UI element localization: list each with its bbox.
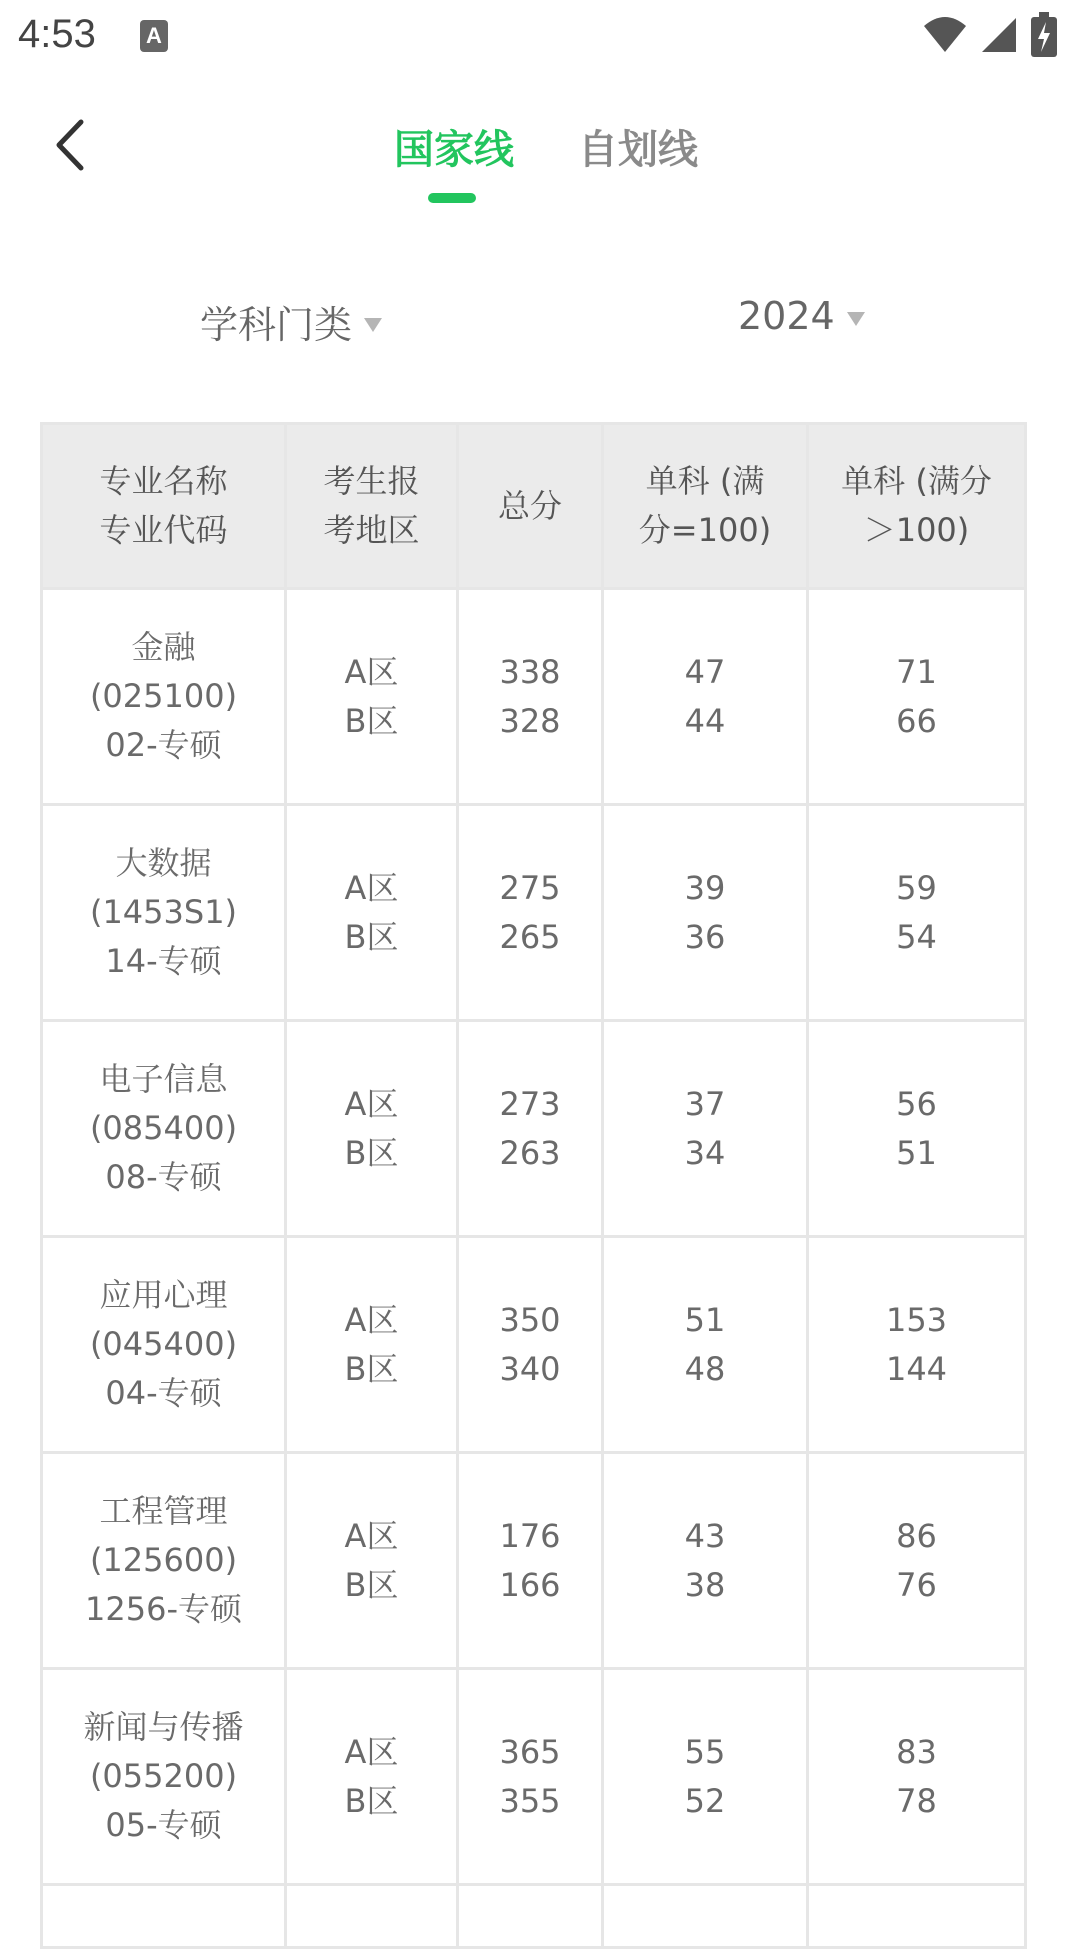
header-single-over-100-line2: ＞100): [863, 511, 970, 549]
major-cell-line: (055200): [89, 1757, 238, 1795]
region-cell-line: A区: [344, 1084, 399, 1123]
header-major-line2: 专业代码: [99, 511, 228, 549]
single-over-100-cell-line: 144: [885, 1349, 948, 1388]
major-cell: [42, 589, 286, 805]
single-100-cell-line: 36: [684, 917, 726, 956]
single-over-100-cell-line: 56: [896, 1084, 937, 1123]
region-cell: [286, 1021, 458, 1237]
total-score-cell: [458, 1669, 603, 1885]
single-100-cell-line: 55: [684, 1732, 726, 1771]
table-row[interactable]: [42, 589, 1026, 805]
caret-down-icon: [364, 318, 382, 332]
table-row[interactable]: [42, 1669, 1026, 1885]
major-cell-line: 14-专硕: [105, 942, 222, 980]
major-cell-line: (025100): [89, 677, 238, 715]
total-score-cell-line: 350: [499, 1300, 561, 1339]
single-100-cell: [603, 1669, 808, 1885]
year-filter-label: 2024: [738, 294, 835, 338]
single-over-100-cell-line: 54: [896, 917, 937, 956]
major-cell-line: 04-专硕: [105, 1374, 222, 1412]
header-total: 总分: [458, 424, 603, 589]
region-cell-line: A区: [344, 1732, 399, 1771]
total-score-cell: [458, 1021, 603, 1237]
total-score-cell: [458, 589, 603, 805]
tab-national-line[interactable]: 国家线: [394, 127, 514, 173]
major-cell-line: 金融: [131, 628, 196, 666]
total-score-cell-line: 338: [499, 652, 561, 691]
major-cell-line: 1256-专硕: [85, 1590, 242, 1628]
region-cell-line: B区: [344, 1133, 399, 1172]
table-header-row: [42, 424, 1026, 589]
single-100-cell: [603, 1237, 808, 1453]
region-cell: [286, 1237, 458, 1453]
header-major: [42, 424, 286, 589]
single-100-cell: [603, 805, 808, 1021]
header-region-line1: 考生报: [323, 462, 420, 500]
single-100-cell-line: 39: [684, 868, 726, 907]
single-100-cell-line: 37: [684, 1084, 726, 1123]
total-score-cell-line: 166: [499, 1565, 561, 1604]
single-100-cell-line: 47: [684, 652, 726, 691]
single-over-100-cell: [808, 1453, 1026, 1669]
total-score-cell: [458, 1453, 603, 1669]
total-score-cell-line: 340: [499, 1349, 561, 1388]
tab-self-line[interactable]: 自划线: [578, 127, 698, 173]
header-single-100-line2: 分=100): [638, 511, 772, 549]
category-filter-label: 学科门类: [200, 303, 353, 347]
region-cell: [286, 1669, 458, 1885]
total-score-cell-line: 176: [499, 1516, 561, 1555]
region-cell-line: A区: [344, 1516, 399, 1555]
single-over-100-cell-line: 51: [896, 1133, 937, 1172]
single-over-100-cell-line: 59: [896, 868, 937, 907]
table-cell: [603, 1885, 808, 1948]
major-cell: [42, 1669, 286, 1885]
region-cell: [286, 589, 458, 805]
status-time: 4:53: [18, 12, 96, 56]
header-single-over-100: [808, 424, 1026, 589]
region-cell-line: B区: [344, 1781, 399, 1820]
single-100-cell-line: 52: [684, 1781, 726, 1820]
region-cell-line: B区: [344, 701, 399, 740]
single-over-100-cell-line: 83: [896, 1732, 937, 1771]
back-button[interactable]: [40, 110, 100, 180]
notification-icon: A: [140, 20, 168, 52]
region-cell: [286, 805, 458, 1021]
total-score-cell-line: 328: [499, 701, 561, 740]
table-cell: [42, 1885, 286, 1948]
major-cell-line: 08-专硕: [105, 1158, 222, 1196]
major-cell: [42, 1021, 286, 1237]
single-over-100-cell: [808, 805, 1026, 1021]
single-over-100-cell: [808, 1237, 1026, 1453]
major-cell-line: (045400): [89, 1325, 238, 1363]
major-cell: [42, 1453, 286, 1669]
caret-down-icon: [847, 312, 865, 326]
single-over-100-cell-line: 66: [896, 701, 937, 740]
single-100-cell: [603, 1021, 808, 1237]
single-over-100-cell-line: 86: [896, 1516, 937, 1555]
single-over-100-cell-line: 78: [896, 1781, 937, 1820]
major-cell-line: 新闻与传播: [83, 1708, 244, 1746]
major-cell-line: 大数据: [115, 844, 212, 882]
major-cell-line: (085400): [89, 1109, 238, 1147]
major-cell-line: 05-专硕: [105, 1806, 222, 1844]
header-single-100-line1: 单科 (满: [645, 462, 765, 500]
total-score-cell-line: 273: [499, 1084, 561, 1123]
single-100-cell-line: 44: [684, 701, 726, 740]
table-row[interactable]: [42, 805, 1026, 1021]
total-score-cell-line: 355: [499, 1781, 561, 1820]
header-single-over-100-line1: 单科 (满分: [841, 462, 992, 500]
major-cell-line: (1453S1): [89, 893, 238, 931]
single-100-cell-line: 43: [684, 1516, 726, 1555]
major-cell-line: (125600): [89, 1541, 238, 1579]
region-cell-line: B区: [344, 1565, 399, 1604]
region-cell: [286, 1453, 458, 1669]
single-100-cell-line: 34: [684, 1133, 726, 1172]
status-bar: [0, 0, 1080, 74]
single-100-cell-line: 48: [684, 1349, 726, 1388]
total-score-cell-line: 265: [499, 917, 561, 956]
single-over-100-cell-line: 153: [885, 1300, 948, 1339]
header-single-100: [603, 424, 808, 589]
region-cell-line: B区: [344, 917, 399, 956]
total-score-cell-line: 365: [499, 1732, 561, 1771]
single-100-cell-line: 38: [684, 1565, 726, 1604]
total-score-cell: [458, 1237, 603, 1453]
header-major-line1: 专业名称: [99, 462, 228, 500]
major-cell-line: 工程管理: [99, 1492, 228, 1530]
header-region: [286, 424, 458, 589]
chevron-left-icon: [53, 118, 87, 172]
single-over-100-cell: [808, 589, 1026, 805]
major-cell-line: 02-专硕: [105, 726, 222, 764]
table-cell: [458, 1885, 603, 1948]
single-over-100-cell-line: 76: [896, 1565, 937, 1604]
single-over-100-cell: [808, 1021, 1026, 1237]
region-cell-line: A区: [344, 652, 399, 691]
header-region-line2: 考地区: [323, 511, 420, 549]
active-tab-indicator: [428, 193, 476, 203]
table-row[interactable]: [42, 1237, 1026, 1453]
table-cell: [808, 1885, 1026, 1948]
major-cell: [42, 805, 286, 1021]
year-filter-dropdown[interactable]: [738, 294, 865, 338]
total-score-cell: [458, 805, 603, 1021]
table-row[interactable]: [42, 1885, 1026, 1948]
single-100-cell: [603, 1453, 808, 1669]
table-body: [42, 589, 1026, 1948]
region-cell-line: A区: [344, 868, 399, 907]
score-line-table: [40, 422, 1027, 1949]
signal-icon: [978, 14, 1018, 54]
battery-charging-icon: [1030, 12, 1058, 58]
single-over-100-cell: [808, 1669, 1026, 1885]
total-score-cell-line: 263: [499, 1133, 561, 1172]
major-cell: [42, 1237, 286, 1453]
table-cell: [286, 1885, 458, 1948]
wifi-icon: [922, 14, 968, 54]
major-cell-line: 应用心理: [99, 1276, 228, 1314]
region-cell-line: A区: [344, 1300, 399, 1339]
table-row[interactable]: [42, 1021, 1026, 1237]
category-filter-dropdown[interactable]: [200, 294, 382, 349]
major-cell-line: 电子信息: [99, 1060, 228, 1098]
single-over-100-cell-line: 71: [896, 652, 937, 691]
single-100-cell: [603, 589, 808, 805]
table-row[interactable]: [42, 1453, 1026, 1669]
region-cell-line: B区: [344, 1349, 399, 1388]
single-100-cell-line: 51: [684, 1300, 726, 1339]
total-score-cell-line: 275: [499, 868, 561, 907]
